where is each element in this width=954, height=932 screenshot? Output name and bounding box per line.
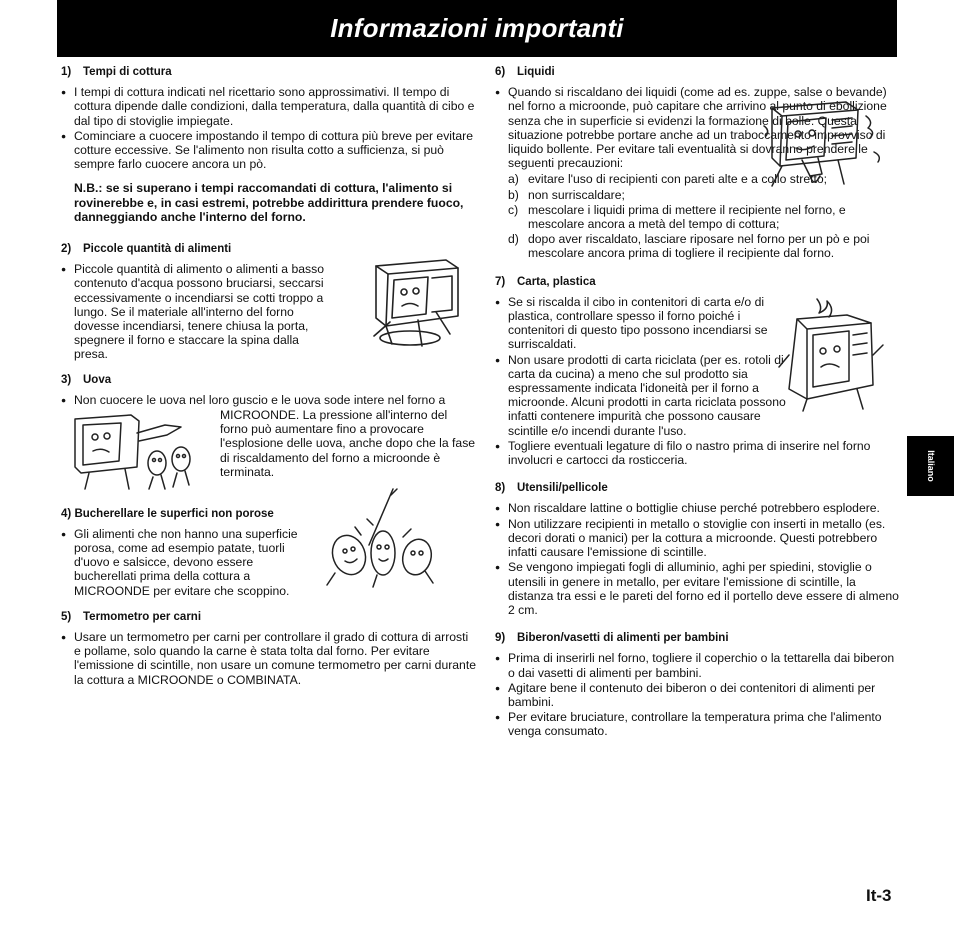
page-number: It-3 — [866, 886, 892, 905]
list-item: ● Quando si riscaldano dei liquidi (come ad es. zuppe, salse o bevande) nel forno a microonde, può capitare che arrivino al punto di ebollizione senza che in superficie si evidenzi la formazione di bolle. Questa situazione potrebbe portare anche ad un traboccamento improvviso di liquido bollente. Per evitare tali eventualità si dovranno prendere le seguenti precauzioni: — [495, 85, 903, 170]
language-tab-label: Italiano — [925, 450, 936, 482]
section-meat-thermometer — [61, 610, 476, 687]
list-item: ● Usare un termometro per carni per controllare il grado di cottura di arrosti e pollame, solo quando la carne è stata tolta dal forno. Per evitare l'emissione di scintille, non usare un comune termometro per carni durante la cottura a MICROONDE o COMBINATA. — [61, 630, 476, 687]
boiling-liquid-cartoon-icon — [762, 96, 892, 192]
list-item: ● Agitare bene il contenuto dei biberon o dei contenitori di alimenti per bambini. — [495, 681, 903, 709]
section-eggs — [61, 373, 476, 493]
list-item: ● Prima di inserirli nel forno, togliere il coperchio o la tettarella dai biberon o dai vasetti di alimenti per bambini. — [495, 651, 903, 679]
section-utensils — [495, 481, 903, 617]
list-item: ● Non riscaldare lattine o bottiglie chiuse perché potrebbero esplodere. — [495, 501, 903, 515]
list-item: ● Per evitare bruciature, controllare la temperatura prima che l'alimento venga consumato. — [495, 710, 903, 738]
list-item: ● Gli alimenti che non hanno una superficie porosa, come ad esempio patate, tuorli d'uovo e salsicce, devono essere bucherellati prima della cottura a MICROONDE per evitare che scoppino. — [61, 527, 306, 598]
title-bar — [57, 0, 897, 57]
list-item: ● Piccole quantità di alimento o alimenti a basso contenuto d'acqua possono bruciarsi, seccarsi eccessivamente o incendiarsi se cotti troppo a lungo. Se il materiale all'interno del forno dovesse incendiarsi, tenere chiusa la porta, spegnere il forno e staccare la spina dalla presa. — [61, 262, 336, 361]
list-item-continued: MICROONDE. La pressione all'interno del forno può aumentare fino a provocare l'esplosione delle uova, anche dopo che la fase di riscaldamento del forno a microonde è terminata. — [220, 408, 476, 479]
microwave-cartoon-icon — [366, 256, 471, 351]
list-item: ● I tempi di cottura indicati nel ricettario sono approssimativi. Il tempo di cottura dipende dalle condizioni, dalla temperatura, dalla quantità di cibo e dal tipo di stoviglie impiegate. — [61, 85, 476, 128]
list-item: ● Togliere eventuali legature di filo o nastro prima di inserire nel forno involucri e cartocci da rosticceria. — [495, 439, 903, 467]
left-column — [61, 65, 476, 698]
section-heading: 8) Utensili/pellicole — [495, 482, 608, 495]
list-item: ● Non utilizzare recipienti in metallo o stoviglie con inserti in metallo (es. decori dorati o manici) per la cottura a microonde. Questi potrebbero infatti causare l'emissione di scintille. — [495, 517, 903, 560]
section-cooking-times — [61, 65, 476, 224]
list-item: ● Cominciare a cuocere impostando il tempo di cottura più breve per evitare cotture eccessive. Se l'alimento non risulta cotto a sufficienza, si può sempre farlo cuocere ancora un pò. — [61, 129, 476, 172]
list-item: ● Se si riscalda il cibo in contenitori di carta e/o di plastica, controllare spesso il forno poiché i contenitori di questo tipo possono incendiarsi se surriscaldati. — [495, 295, 774, 352]
list-item: ● Non usare prodotti di carta riciclata (per es. rotoli di carta da cucina) a meno che sul prodotto sia espressamente indicata l'idoneità per il forno a microonde. Alcuni prodotti in carta riciclata possono infatti contenere impurità che possono causare scintille e/o incendi durante l'uso. — [495, 353, 793, 438]
sub-item-b: b) non surriscaldare; — [508, 187, 625, 202]
microwave-eggs-cartoon-icon — [69, 411, 204, 493]
section-paper-plastic — [495, 275, 903, 468]
pierced-food-cartoon-icon — [321, 485, 441, 590]
section-pierce-food — [61, 507, 476, 598]
section-heading: 3) Uova — [61, 373, 112, 386]
section-heading: 7) Carta, plastica — [495, 275, 596, 288]
section-baby-food — [495, 631, 903, 738]
section-heading: 2) Piccole quantità di alimenti — [61, 243, 232, 256]
note-text: N.B.: se si superano i tempi raccomandati di cottura, l'alimento si rovinerebbe e, in casi estremi, potrebbe addirittura prendere fuoco, danneggiando anche l'interno del forno. — [74, 181, 464, 224]
page-title: Informazioni importanti — [330, 13, 624, 43]
section-heading: 4) Bucherellare le superfici non porose — [61, 507, 274, 520]
burning-paper-cartoon-icon — [777, 295, 887, 415]
section-small-quantities — [61, 242, 476, 362]
section-heading: 9) Biberon/vasetti di alimenti per bambini — [495, 632, 729, 645]
sub-item-a: a) evitare l'uso di recipienti con pareti alte e a collo stretto; — [508, 172, 828, 187]
sub-item-d: d) dopo aver riscaldato, lasciare riposare nel forno per un pò e poi mescolare ancora prima di togliere il recipiente dal forno. — [508, 232, 870, 261]
section-heading: 6) Liquidi — [495, 66, 555, 78]
sub-item-c: c) mescolare i liquidi prima di mettere il recipiente nel forno, e mescolare ancora a metà del tempo di cottura; — [508, 202, 846, 232]
section-heading: 5) Termometro per carni — [61, 610, 202, 623]
section-heading: 1) Tempi di cottura — [61, 66, 172, 78]
list-item: ● Non cuocere le uova nel loro guscio e le uova sode intere nel forno a — [61, 393, 476, 407]
list-item: ● Se vengono impiegati fogli di alluminio, aghi per spiedini, stoviglie o utensili in genere in metallo, per evitare l'emissione di scintille, la distanza tra essi e le pareti del forno ed il portello deve essere di almeno 2 cm. — [495, 560, 903, 617]
language-tab — [907, 436, 954, 496]
